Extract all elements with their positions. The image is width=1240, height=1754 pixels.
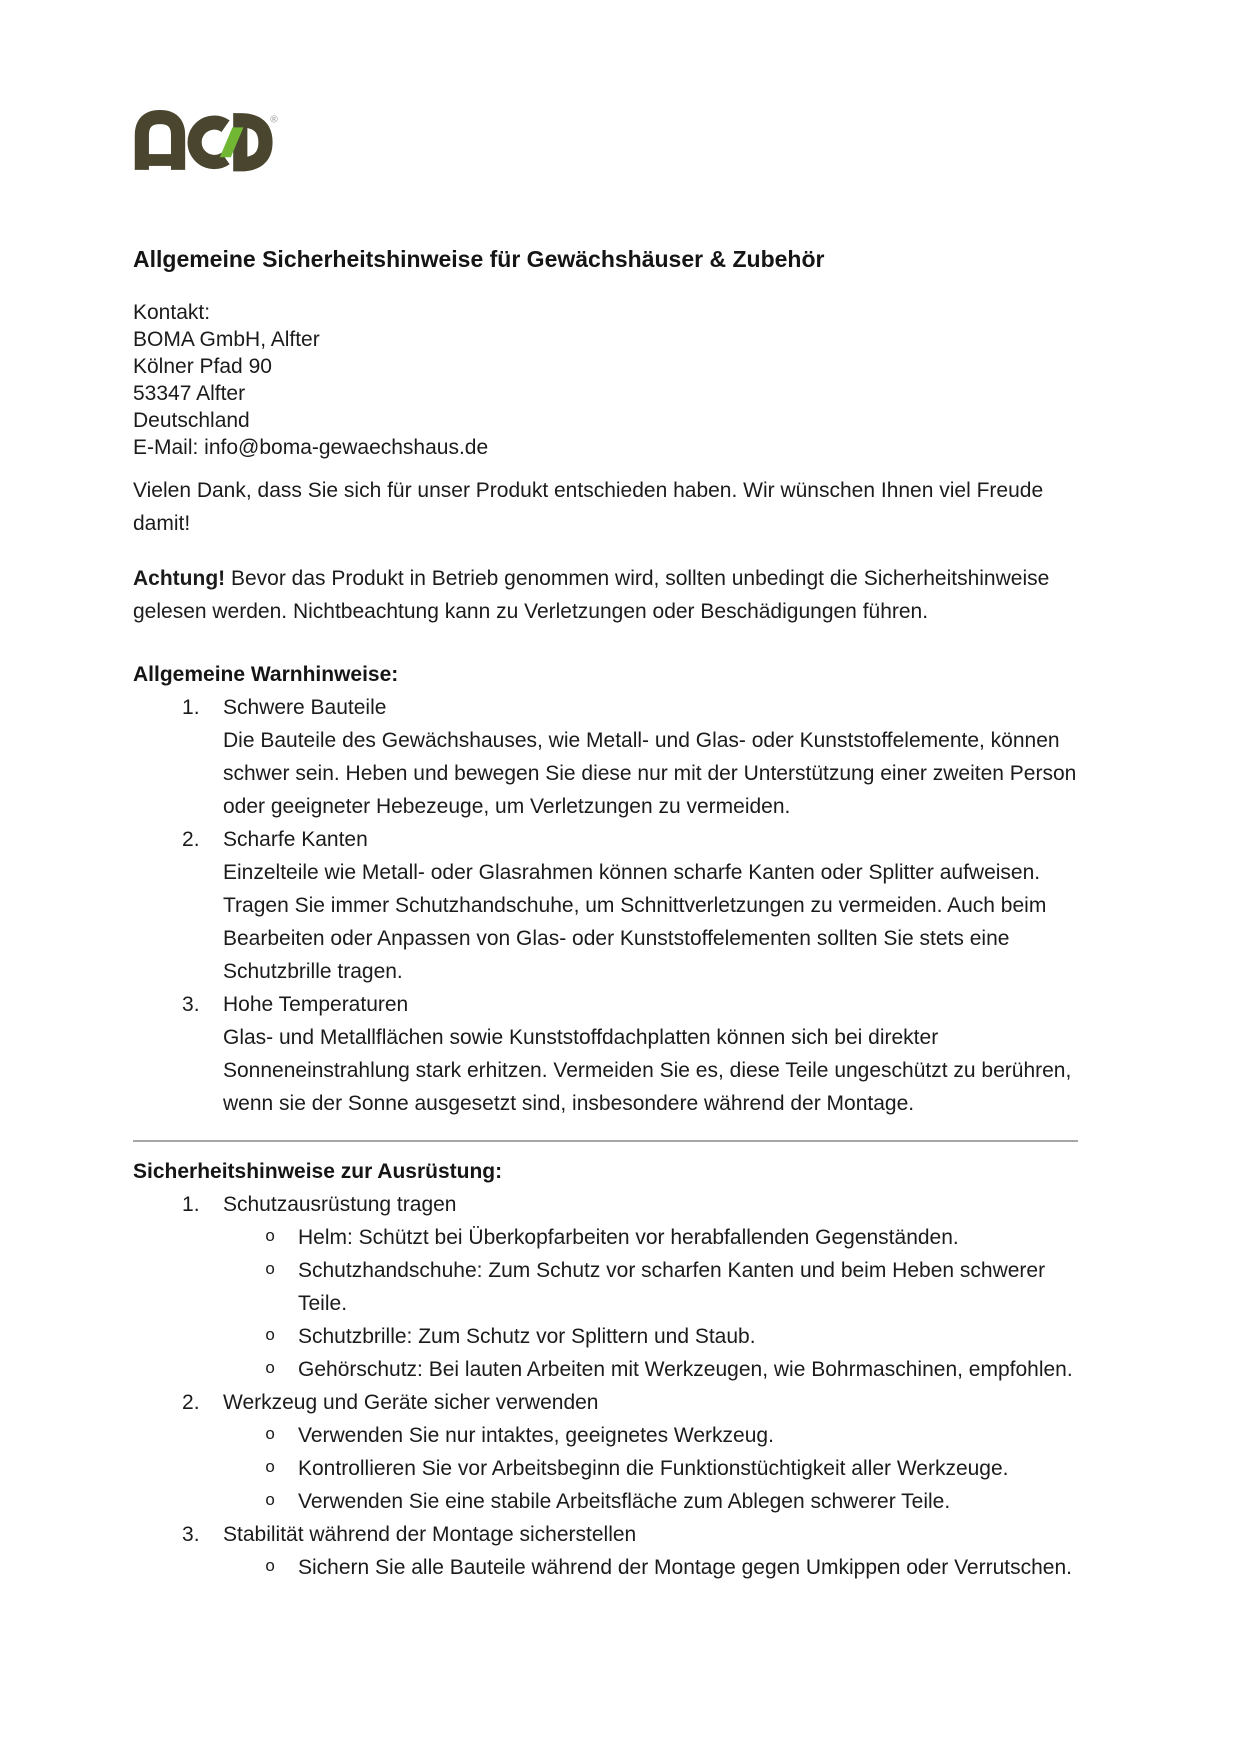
logo-letter-a — [142, 117, 178, 170]
list-item-body: Einzelteile wie Metall- oder Glasrahmen können scharfe Kanten oder Splitter aufweisen. Tragen Sie immer Schutzhandschuhe, um Schnittverletzungen zu vermeiden. Auch beim Bearbeiten oder Anpassen von Glas- oder Kunststoffelementen sollten Sie stets eine Schutzbrille tragen. — [223, 861, 1047, 983]
sub-list-item: o Gehörschutz: Bei lauten Arbeiten mit Werkzeugen, wie Bohrmaschinen, empfohlen. — [298, 1353, 1078, 1386]
contact-block — [133, 299, 1078, 461]
sub-list-item: o Verwenden Sie nur intaktes, geeignetes Werkzeug. — [298, 1419, 1078, 1452]
sub-list-item: o Schutzhandschuhe: Zum Schutz vor scharfen Kanten und beim Heben schwerer Teile. — [298, 1254, 1078, 1320]
list-item-title: Werkzeug und Geräte sicher verwenden — [223, 1391, 599, 1414]
warn-list — [133, 691, 1078, 1120]
sub-list-item: o Sichern Sie alle Bauteile während der Montage gegen Umkippen oder Verrutschen. — [298, 1551, 1078, 1584]
section-heading-warnhinweise: Allgemeine Warnhinweise: — [133, 663, 399, 686]
sub-list-item: o Verwenden Sie eine stabile Arbeitsfläche zum Ablegen schwerer Teile. — [298, 1485, 1078, 1518]
contact-line-label: Kontakt: — [133, 301, 211, 324]
acd-logo — [133, 110, 283, 173]
list-item-body: Die Bauteile des Gewächshauses, wie Metall- und Glas- oder Kunststoffelemente, können schwer sein. Heben und bewegen Sie diese nur mit der Unterstützung einer zweiten Person oder geeigneter Hebezeuge, um Verletzungen zu vermeiden. — [223, 729, 1077, 818]
warning-label: Achtung! — [133, 567, 226, 590]
section-heading-ausruestung: Sicherheitshinweise zur Ausrüstung: — [133, 1160, 503, 1183]
equipment-list — [133, 1188, 1078, 1584]
list-item-title: Schutzausrüstung tragen — [223, 1193, 457, 1216]
section-divider — [133, 1140, 1078, 1142]
warning-paragraph — [133, 562, 1078, 628]
contact-line-street: Kölner Pfad 90 — [133, 355, 272, 378]
list-item-title: Scharfe Kanten — [223, 828, 368, 851]
sub-list-item: o Kontrollieren Sie vor Arbeitsbeginn die Funktionstüchtigkeit aller Werkzeuge. — [298, 1452, 1078, 1485]
list-item-title: Schwere Bauteile — [223, 696, 387, 719]
list-item — [223, 1518, 1078, 1584]
list-item — [223, 988, 1078, 1120]
sub-list — [223, 1419, 1078, 1518]
acd-logo-graphic — [133, 110, 283, 173]
list-item — [223, 1188, 1078, 1386]
sub-list — [223, 1221, 1078, 1386]
contact-line-country: Deutschland — [133, 409, 250, 432]
intro-paragraph: Vielen Dank, dass Sie sich für unser Produkt entschieden haben. Wir wünschen Ihnen viel Freude damit! — [133, 479, 1044, 535]
sub-list — [223, 1551, 1078, 1584]
page-title: Allgemeine Sicherheitshinweise für Gewächshäuser & Zubehör — [133, 246, 825, 272]
logo-registered-mark: ® — [270, 114, 278, 126]
list-item — [223, 823, 1078, 988]
contact-line-email: E-Mail: info@boma-gewaechshaus.de — [133, 436, 489, 459]
sub-list-item: o Helm: Schützt bei Überkopfarbeiten vor herabfallenden Gegenständen. — [298, 1221, 1078, 1254]
warning-text: Bevor das Produkt in Betrieb genommen wird, sollten unbedingt die Sicherheitshinweise gelesen werden. Nichtbeachtung kann zu Verletzungen oder Beschädigungen führen. — [133, 567, 1050, 623]
logo-letter-d — [240, 120, 265, 164]
contact-line-company: BOMA GmbH, Alfter — [133, 328, 320, 351]
list-item-title: Hohe Temperaturen — [223, 993, 409, 1016]
list-item-body: Glas- und Metallflächen sowie Kunststoffdachplatten können sich bei direkter Sonneneinstrahlung stark erhitzen. Vermeiden Sie es, diese Teile ungeschützt zu berühren, wenn sie der Sonne ausgesetzt sind, insbesondere während der Montage. — [223, 1026, 1072, 1115]
list-item — [223, 691, 1078, 823]
sub-list-item: o Schutzbrille: Zum Schutz vor Splittern und Staub. — [298, 1320, 1078, 1353]
contact-line-city: 53347 Alfter — [133, 382, 246, 405]
list-item — [223, 1386, 1078, 1518]
list-item-title: Stabilität während der Montage sicherstellen — [223, 1523, 637, 1546]
